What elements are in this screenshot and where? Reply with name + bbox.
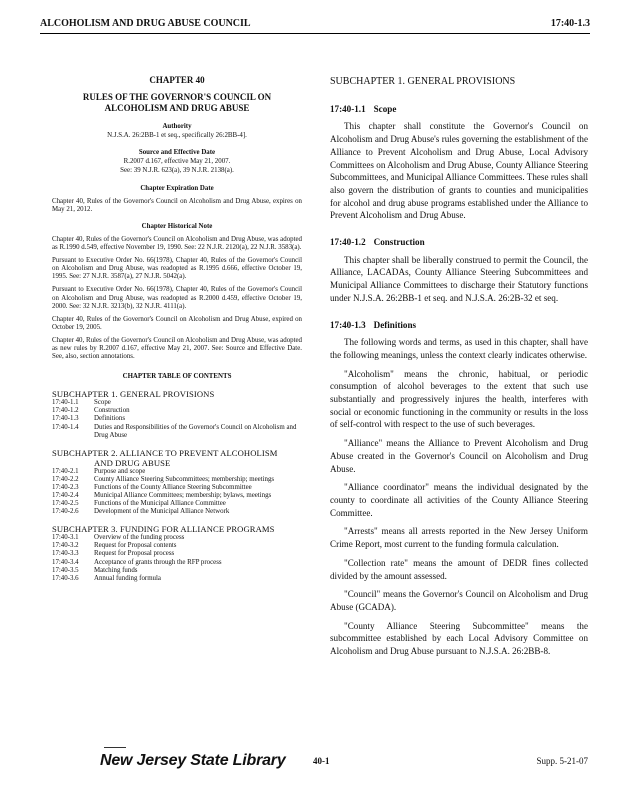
section-paragraph: This chapter shall constitute the Governor's Council on Alcoholism and Drug Abuse's rules governing the establishment of the Alliance to Prevent Alcoholism and Drug Abuse, Local Advisory Committees on Alcoholism and Drug Abuse, County Alliance Steering Subcommittees, and Municipal Alliance Committees. These rules shall also govern the distribution of grants to counties and municipalities for alcohol and drug abuse programs established under the Alliance to Prevent Alcoholism and Drug Abuse. — [330, 121, 588, 221]
toc-item-title: Functions of the Municipal Alliance Committee — [94, 500, 226, 508]
history-paragraph: Pursuant to Executive Order No. 66(1978), Chapter 40, Rules of the Governor's Council on Alcoholism and Drug Abuse, was readopted as R.2000 d.459, effective October 19, 2000. See: 32 N.J.R. 3213(b), 32 N.J.R. 4111(a). — [52, 286, 302, 310]
toc-item-number: 17:40-1.1 — [52, 399, 79, 407]
running-header — [40, 14, 590, 32]
section-paragraph: The following words and terms, as used in this chapter, shall have the following meanings, unless the context clearly indicates otherwise. — [330, 337, 588, 360]
section-number: 17:40-1.1 — [330, 103, 366, 114]
toc-item[interactable] — [52, 508, 302, 516]
toc-item[interactable] — [52, 559, 302, 567]
header-section-number: 17:40-1.3 — [550, 18, 590, 29]
toc-item-number: 17:40-2.6 — [52, 508, 79, 516]
definition-paragraph: "Collection rate" means the amount of DEDR fines collected divided by the amount assessed. — [330, 557, 588, 581]
toc-subchapter-3: SUBCHAPTER 3. FUNDING FOR ALLIANCE PROGRAMS — [52, 524, 275, 535]
toc-item-number: 17:40-2.3 — [52, 483, 79, 491]
toc-item-number: 17:40-1.4 — [52, 423, 79, 431]
toc-item-title: Construction — [94, 407, 130, 415]
toc-item-number: 17:40-1.2 — [52, 407, 79, 415]
toc-item-title: Duties and Responsibilities of the Governor's Council on Alcoholism and Drug Abuse — [94, 423, 297, 439]
source-label: Source and Effective Date — [138, 149, 216, 157]
authority-label: Authority — [162, 123, 192, 131]
definition-paragraph: "Council" means the Governor's Council on Alcoholism and Drug Abuse (GCADA). — [330, 589, 588, 612]
toc-item-number: 17:40-2.1 — [52, 467, 79, 475]
history-paragraph: Chapter 40, Rules of the Governor's Council on Alcoholism and Drug Abuse, was adopted as R.1990 d.549, effective November 19, 1990. See: 22 N.J.R. 2120(a), 22 N.J.R. 3583(a). — [52, 235, 302, 252]
toc-subchapter-1: SUBCHAPTER 1. GENERAL PROVISIONS — [52, 389, 215, 400]
definition-paragraph: "Alliance" means the Alliance to Prevent Alcoholism and Drug Abuse created in the Governor's Council on Alcoholism and Drug Abuse. — [330, 438, 588, 474]
toc-item-number: 17:40-2.5 — [52, 500, 79, 508]
toc-item-number: 17:40-3.2 — [52, 542, 79, 550]
chapter-title — [52, 92, 302, 114]
toc-subchapter-2 — [52, 448, 302, 468]
section-title: Construction — [373, 237, 425, 248]
history-label: Chapter Historical Note — [141, 222, 213, 230]
definition-paragraph: "Alliance coordinator" means the individual designated by the county to coordinate all activities of the County Alliance Steering Committee. — [330, 482, 588, 518]
supplement-date: Supp. 5-21-07 — [536, 756, 588, 766]
toc-subchapter-2-line-2: AND DRUG ABUSE — [94, 457, 171, 468]
toc-item-title: Acceptance of grants through the RFP process — [94, 558, 222, 566]
source-line-1: R.2007 d.167, effective May 21, 2007. — [123, 158, 231, 166]
toc-item-title: Development of the Municipal Alliance Network — [94, 508, 230, 516]
toc-list-3 — [52, 534, 302, 583]
toc-item[interactable] — [52, 575, 302, 583]
section-title: Definitions — [373, 319, 417, 330]
section-heading-scope — [330, 103, 588, 116]
authority-text: N.J.S.A. 26:2BB-1 et seq., specifically 26:2BB-4]. — [107, 132, 247, 140]
toc-item[interactable] — [52, 415, 302, 423]
expiration-text: Chapter 40, Rules of the Governor's Council on Alcoholism and Drug Abuse, expires on May 21, 2012. — [52, 197, 302, 213]
definition-paragraph: "County Alliance Steering Subcommittee" means the subcommittee established by each Local Advisory Committee on Alcoholism and Drug Abuse pursuant to N.J.S.A. 26:2BB-8. — [330, 620, 588, 657]
toc-item[interactable] — [52, 500, 302, 508]
history-paragraph: Chapter 40, Rules of the Governor's Council on Alcoholism and Drug Abuse, was adopted as new rules by R.2007 d.167, effective May 21, 2007. See: Source and Effective Date. See, also, section annotations. — [52, 336, 302, 361]
library-logo-mark — [104, 747, 126, 748]
toc-subchapter-2-line-1: SUBCHAPTER 2. ALLIANCE TO PREVENT ALCOHOLISM — [52, 447, 278, 458]
toc-item[interactable] — [52, 550, 302, 558]
toc-item[interactable] — [52, 484, 302, 492]
toc-heading: CHAPTER TABLE OF CONTENTS — [122, 373, 232, 381]
toc-item-number: 17:40-3.4 — [52, 558, 79, 566]
toc-item[interactable] — [52, 567, 302, 575]
toc-item-number: 17:40-1.3 — [52, 415, 79, 423]
chapter-title-line-1: RULES OF THE GOVERNOR'S COUNCIL ON — [82, 92, 272, 103]
toc-item-number: 17:40-3.3 — [52, 550, 79, 558]
header-title: ALCOHOLISM AND DRUG ABUSE COUNCIL — [40, 18, 251, 29]
chapter-title-line-2: ALCOHOLISM AND DRUG ABUSE — [104, 103, 250, 114]
history-paragraph: Chapter 40, Rules of the Governor's Council on Alcoholism and Drug Abuse, expired on October 19, 2005. — [52, 315, 302, 331]
toc-item-title: Overview of the funding process — [94, 534, 185, 542]
toc-item-title: Annual funding formula — [94, 574, 161, 582]
toc-item-title: Request for Proposal process — [94, 550, 175, 558]
toc-item-number: 17:40-3.1 — [52, 534, 79, 542]
toc-item-title: Purpose and scope — [94, 467, 146, 475]
toc-item[interactable] — [52, 468, 302, 476]
chapter-number: CHAPTER 40 — [149, 75, 205, 85]
toc-item-number: 17:40-2.2 — [52, 475, 79, 483]
toc-item[interactable] — [52, 534, 302, 542]
toc-item-title: Functions of the County Alliance Steering Subcommittee — [94, 483, 252, 491]
right-column — [330, 42, 588, 658]
source-line-2: See: 39 N.J.R. 623(a), 39 N.J.R. 2138(a). — [120, 167, 234, 175]
toc-list-1 — [52, 399, 302, 439]
page-number: 40-1 — [313, 756, 330, 766]
toc-item-number: 17:40-3.6 — [52, 574, 79, 582]
section-title: Scope — [373, 103, 397, 114]
toc-list-2 — [52, 468, 302, 517]
section-heading-definitions — [330, 319, 588, 332]
toc-item[interactable] — [52, 399, 302, 407]
section-number: 17:40-1.3 — [330, 319, 366, 330]
expiration-label: Chapter Expiration Date — [140, 184, 214, 192]
library-logo: New Jersey State Library — [100, 752, 286, 769]
definition-paragraph: "Arrests" means all arrests reported in the New Jersey Uniform Crime Report, most current to the funding formula calculation. — [330, 526, 588, 550]
subchapter-heading: SUBCHAPTER 1. GENERAL PROVISIONS — [330, 76, 516, 87]
toc-item[interactable] — [52, 424, 302, 440]
toc-item-title: County Alliance Steering Subcommittees; membership; meetings — [94, 475, 275, 483]
toc-item-title: Request for Proposal contents — [94, 542, 177, 550]
toc-item-title: Scope — [94, 399, 111, 407]
toc-item[interactable] — [52, 542, 302, 550]
toc-item-title: Municipal Alliance Committees; membership; bylaws, meetings — [94, 492, 272, 499]
section-number: 17:40-1.2 — [330, 237, 366, 248]
toc-item-number: 17:40-3.5 — [52, 566, 79, 574]
header-rule — [40, 33, 590, 34]
section-heading-construction — [330, 236, 588, 249]
toc-item-title: Definitions — [94, 415, 126, 423]
toc-item-number: 17:40-2.4 — [52, 492, 79, 499]
toc-item-title: Matching funds — [94, 566, 138, 574]
history-paragraph: Pursuant to Executive Order No. 66(1978), Chapter 40, Rules of the Governor's Council on Alcoholism and Drug Abuse, was readopted as R.1995 d.666, effective October 19, 1995. See: 27 N.J.R. 3587(a), 27 N.J.R. 5042(a). — [52, 257, 302, 281]
definition-paragraph: "Alcoholism" means the chronic, habitual, or periodic consumption of alcohol beverages to the extent that such use substantially and progressively injures the health, interferes with social or economic functioning in the community or results in the loss of self-control with respect to the use of such beverages. — [330, 368, 588, 430]
section-paragraph: This chapter shall be liberally construed to permit the Council, the Alliance, LACADAs, County Alliance Steering Subcommittees and Municipal Alliance Committees to discharge their Statutory functions under N.J.S.A. 26:2BB-1 et seq. and N.J.S.A. 26:2B-32 et seq. — [330, 254, 588, 303]
toc-item[interactable] — [52, 476, 302, 484]
left-column — [52, 42, 302, 583]
toc-item[interactable] — [52, 492, 302, 500]
toc-item[interactable] — [52, 407, 302, 415]
